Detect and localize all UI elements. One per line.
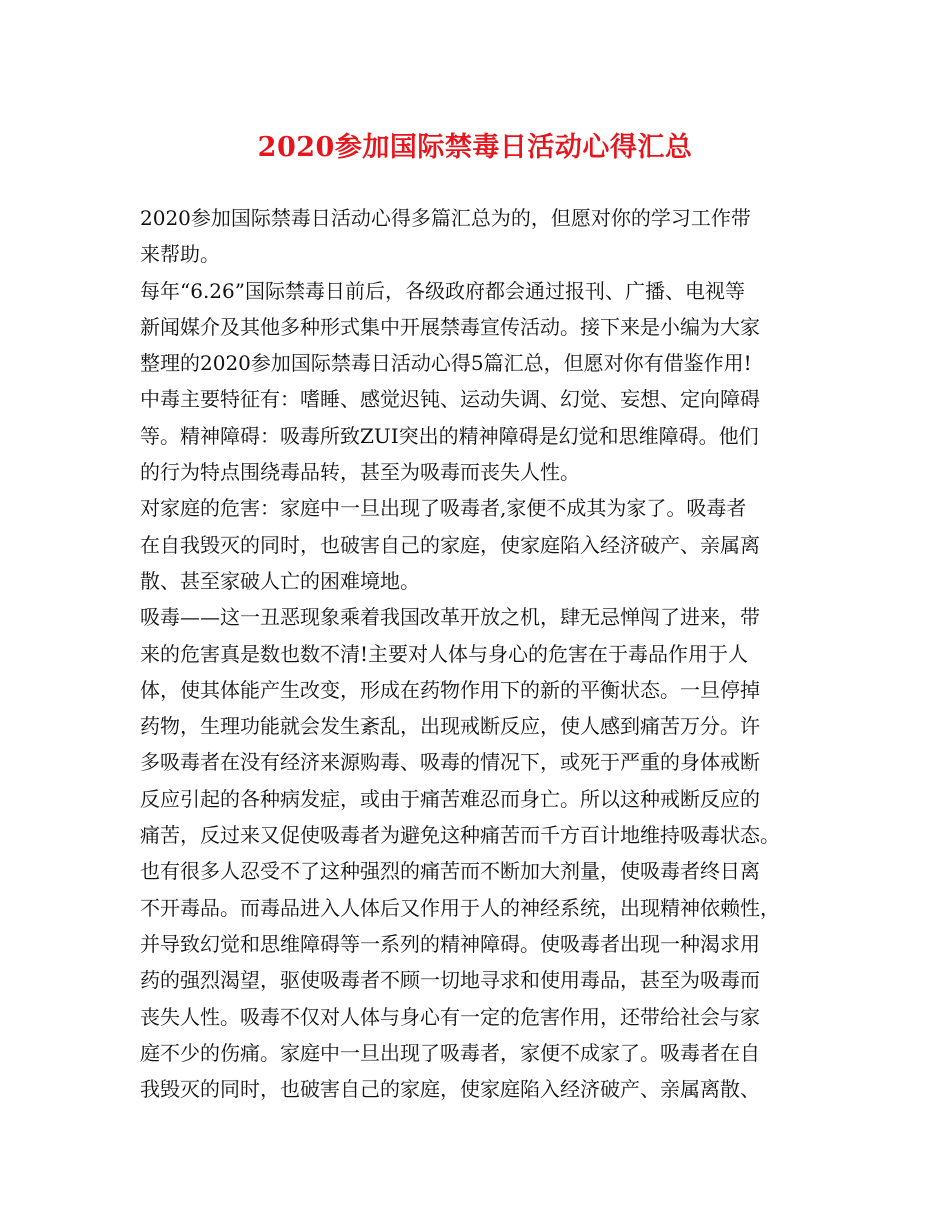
text-line: 反应引起的各种病发症，或由于痛苦难忍而身亡。所以这种戒断反应的 bbox=[140, 786, 760, 811]
text-line: 来的危害真是数也数不清!主要对人体与身心的危害在于毒品作用于人 bbox=[140, 641, 749, 666]
text-line: 吸毒——这一丑恶现象乘着我国改革开放之机，肆无忌惮闯了进来，带 bbox=[140, 605, 760, 630]
paragraph-family-harm bbox=[140, 490, 820, 599]
text-line: 对家庭的危害：家庭中一旦出现了吸毒者,家便不成其为家了。吸毒者 bbox=[140, 496, 747, 521]
text-line: 的行为特点围绕毒品转，甚至为吸毒而丧失人性。 bbox=[140, 460, 580, 485]
paragraph-symptoms bbox=[140, 381, 820, 490]
text-line: 药物，生理功能就会发生紊乱，出现戒断反应，使人感到痛苦万分。许 bbox=[140, 714, 760, 739]
paragraph-background bbox=[140, 273, 820, 382]
text-line: 中毒主要特征有：嗜睡、感觉迟钝、运动失调、幻觉、妄想、定向障碍 bbox=[140, 387, 760, 412]
text-line: 整理的2020参加国际禁毒日活动心得5篇汇总，但愿对你有借鉴作用! bbox=[140, 351, 752, 376]
text-line: 新闻媒介及其他多种形式集中开展禁毒宣传活动。接下来是小编为大家 bbox=[140, 314, 760, 339]
text-line: 等。精神障碍：吸毒所致ZUI突出的精神障碍是幻觉和思维障碍。他们 bbox=[140, 423, 759, 448]
text-line: 来帮助。 bbox=[140, 242, 220, 267]
text-line: 丧失人性。吸毒不仅对人体与身心有一定的危害作用，还带给社会与家 bbox=[140, 1004, 760, 1029]
paragraph-intro bbox=[140, 200, 820, 273]
text-line: 痛苦，反过来又促使吸毒者为避免这种痛苦而千方百计地维持吸毒状态。 bbox=[140, 823, 780, 848]
text-line: 药的强烈渴望，驱使吸毒者不顾一切地寻求和使用毒品，甚至为吸毒而 bbox=[140, 968, 760, 993]
text-line: 散、甚至家破人亡的困难境地。 bbox=[140, 568, 420, 593]
text-line: 每年“6.26”国际禁毒日前后，各级政府都会通过报刊、广播、电视等 bbox=[140, 278, 745, 303]
document-body bbox=[140, 200, 820, 1107]
text-line: 2020参加国际禁毒日活动心得多篇汇总为的，但愿对你的学习工作带 bbox=[140, 206, 751, 230]
text-line: 多吸毒者在没有经济来源购毒、吸毒的情况下，或死于严重的身体戒断 bbox=[140, 750, 760, 775]
text-line: 不开毒品。而毒品进入人体后又作用于人的神经系统，出现精神依赖性， bbox=[140, 895, 780, 920]
text-line: 也有很多人忍受不了这种强烈的痛苦而不断加大剂量，使吸毒者终日离 bbox=[140, 859, 760, 884]
text-line: 我毁灭的同时，也破害自己的家庭，使家庭陷入经济破产、亲属离散、 bbox=[140, 1077, 760, 1102]
paragraph-drug-harm bbox=[140, 599, 820, 1107]
text-line: 并导致幻觉和思维障碍等一系列的精神障碍。使吸毒者出现一种渴求用 bbox=[140, 931, 760, 956]
text-line: 庭不少的伤痛。家庭中一旦出现了吸毒者，家便不成家了。吸毒者在自 bbox=[140, 1040, 760, 1065]
document-title: 2020参加国际禁毒日活动心得汇总 bbox=[257, 132, 693, 163]
text-line: 在自我毁灭的同时，也破害自己的家庭，使家庭陷入经济破产、亲属离 bbox=[140, 532, 760, 557]
text-line: 体，使其体能产生改变，形成在药物作用下的新的平衡状态。一旦停掉 bbox=[140, 677, 760, 702]
